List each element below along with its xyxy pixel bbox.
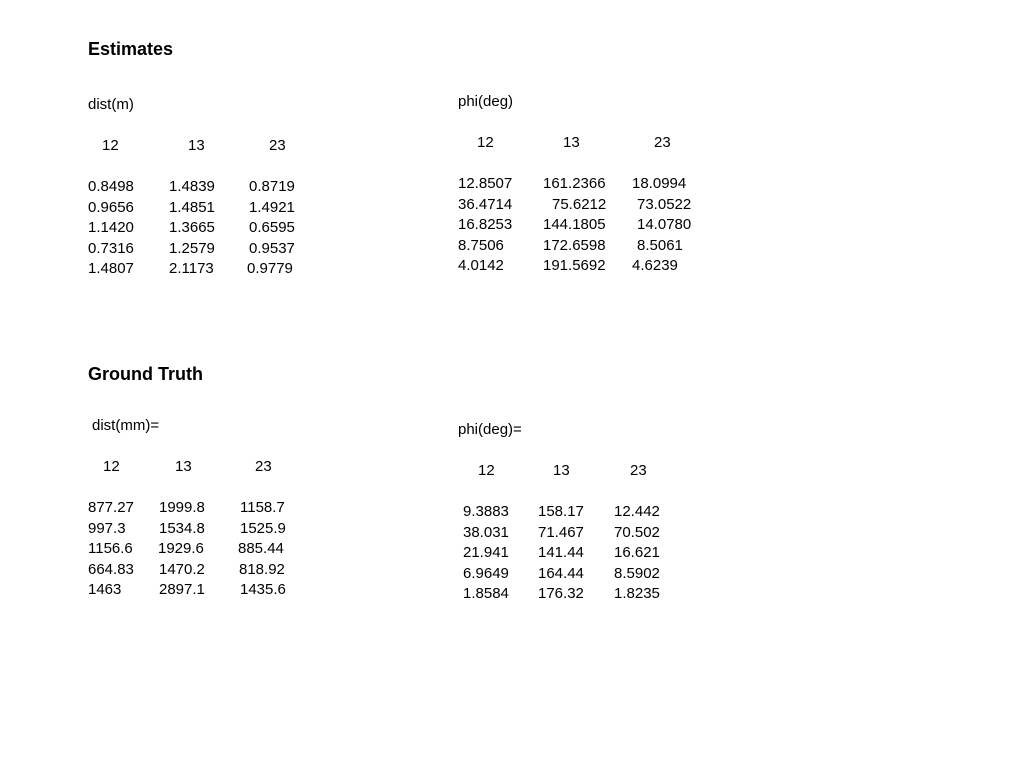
estimates-phi-label: phi(deg) <box>458 93 514 110</box>
column-header: 13 <box>553 462 570 479</box>
table-cell: 0.8498 <box>88 178 134 195</box>
table-row <box>88 177 348 198</box>
table-cell: 141.44 <box>538 544 584 561</box>
table-row <box>458 195 758 216</box>
ground-truth-phi-label: phi(deg)= <box>458 421 522 438</box>
table-cell: 161.2366 <box>543 175 606 192</box>
table-cell: 1999.8 <box>159 499 205 516</box>
column-header: 23 <box>630 462 647 479</box>
table-row <box>88 519 348 540</box>
table-cell: 1470.2 <box>159 560 205 578</box>
table-row <box>458 584 718 605</box>
table-cell: 16.621 <box>614 544 660 561</box>
table-cell: 818.92 <box>239 560 285 578</box>
column-header: 12 <box>102 137 119 154</box>
table-cell: 75.6212 <box>552 195 607 213</box>
table-row <box>88 539 348 560</box>
table-row <box>88 198 348 219</box>
table-cell: 0.9779 <box>247 260 293 277</box>
table-row <box>458 256 758 277</box>
table-cell: 8.7506 <box>458 236 504 254</box>
table-cell: 191.5692 <box>543 257 606 274</box>
table-cell: 1.4807 <box>88 260 134 277</box>
table-cell: 1156.6 <box>88 540 133 557</box>
estimates-phi-header-row <box>458 133 758 154</box>
ground-truth-dist-header-row <box>88 457 348 478</box>
estimates-dist-label: dist(m) <box>88 96 134 113</box>
table-cell: 1.8235 <box>614 585 660 602</box>
table-cell: 38.031 <box>463 523 509 541</box>
table-cell: 9.3883 <box>463 503 509 520</box>
table-cell: 1.3665 <box>169 219 215 236</box>
ground-truth-phi-header-row <box>458 461 718 482</box>
spacer <box>458 154 758 175</box>
table-row <box>458 174 758 195</box>
table-cell: 0.7316 <box>88 239 134 257</box>
table-cell: 71.467 <box>538 523 584 541</box>
column-header: 23 <box>269 137 286 154</box>
table-cell: 18.0994 <box>632 175 687 192</box>
table-cell: 885.44 <box>238 540 284 557</box>
table-cell: 8.5902 <box>614 564 660 582</box>
ground-truth-dist-label: dist(mm)= <box>92 417 160 434</box>
column-header: 12 <box>478 462 495 479</box>
table-cell: 0.9656 <box>88 198 134 216</box>
column-header: 12 <box>103 458 120 475</box>
table-row <box>458 236 758 257</box>
table-row <box>88 498 348 519</box>
table-cell: 14.0780 <box>637 216 692 233</box>
table-cell: 73.0522 <box>637 195 692 213</box>
table-cell: 158.17 <box>538 503 584 520</box>
table-row <box>88 218 348 239</box>
estimates-title: Estimates <box>88 39 174 59</box>
estimates-dist-block <box>88 95 348 280</box>
column-header: 13 <box>175 458 192 475</box>
table-row <box>458 564 718 585</box>
table-cell: 4.0142 <box>458 257 504 274</box>
estimates-phi-block <box>458 92 758 277</box>
table-cell: 144.1805 <box>543 216 606 233</box>
ground-truth-dist-block <box>88 416 348 601</box>
column-header: 13 <box>563 134 580 151</box>
ground-truth-title: Ground Truth <box>88 364 203 384</box>
table-cell: 1.4851 <box>169 198 215 216</box>
table-cell: 1.8584 <box>463 585 509 602</box>
table-cell: 1435.6 <box>240 581 286 598</box>
table-cell: 1.1420 <box>88 219 134 236</box>
table-cell: 176.32 <box>538 585 584 602</box>
table-cell: 1534.8 <box>159 519 205 537</box>
spacer <box>88 478 348 499</box>
spacer <box>458 113 758 134</box>
table-cell: 8.5061 <box>637 236 683 254</box>
estimates-dist-header-row <box>88 136 348 157</box>
table-cell: 164.44 <box>538 564 584 582</box>
table-cell: 172.6598 <box>543 236 606 254</box>
spacer <box>458 441 718 462</box>
spacer <box>88 116 348 137</box>
table-row <box>88 580 348 601</box>
table-cell: 1.2579 <box>169 239 215 257</box>
table-cell: 877.27 <box>88 499 134 516</box>
table-cell: 12.8507 <box>458 175 513 192</box>
table-cell: 0.8719 <box>249 178 295 195</box>
table-row <box>88 259 348 280</box>
column-header: 13 <box>188 137 205 154</box>
spacer <box>458 482 718 503</box>
table-cell: 12.442 <box>614 503 660 520</box>
column-header: 23 <box>255 458 272 475</box>
table-cell: 997.3 <box>88 519 126 537</box>
table-cell: 1.4921 <box>249 198 295 216</box>
table-row <box>458 215 758 236</box>
column-header: 23 <box>654 134 671 151</box>
table-cell: 1463 <box>88 581 122 598</box>
table-cell: 0.6595 <box>249 219 295 236</box>
table-cell: 21.941 <box>463 544 509 561</box>
table-cell: 1525.9 <box>240 519 286 537</box>
table-cell: 2.1173 <box>169 260 214 277</box>
table-cell: 1158.7 <box>240 499 285 516</box>
table-cell: 4.6239 <box>632 257 678 274</box>
table-row <box>458 523 718 544</box>
table-cell: 1929.6 <box>158 540 204 557</box>
table-cell: 16.8253 <box>458 216 513 233</box>
ground-truth-phi-block <box>458 420 718 605</box>
table-row <box>458 502 718 523</box>
spacer <box>88 437 348 458</box>
spacer <box>88 157 348 178</box>
table-row <box>88 239 348 260</box>
table-cell: 6.9649 <box>463 564 509 582</box>
table-row <box>88 560 348 581</box>
table-cell: 36.4714 <box>458 195 513 213</box>
table-row <box>458 543 718 564</box>
table-cell: 664.83 <box>88 560 134 578</box>
table-cell: 2897.1 <box>159 581 205 598</box>
column-header: 12 <box>477 134 494 151</box>
table-cell: 1.4839 <box>169 178 215 195</box>
table-cell: 0.9537 <box>249 239 295 257</box>
table-cell: 70.502 <box>614 523 660 541</box>
